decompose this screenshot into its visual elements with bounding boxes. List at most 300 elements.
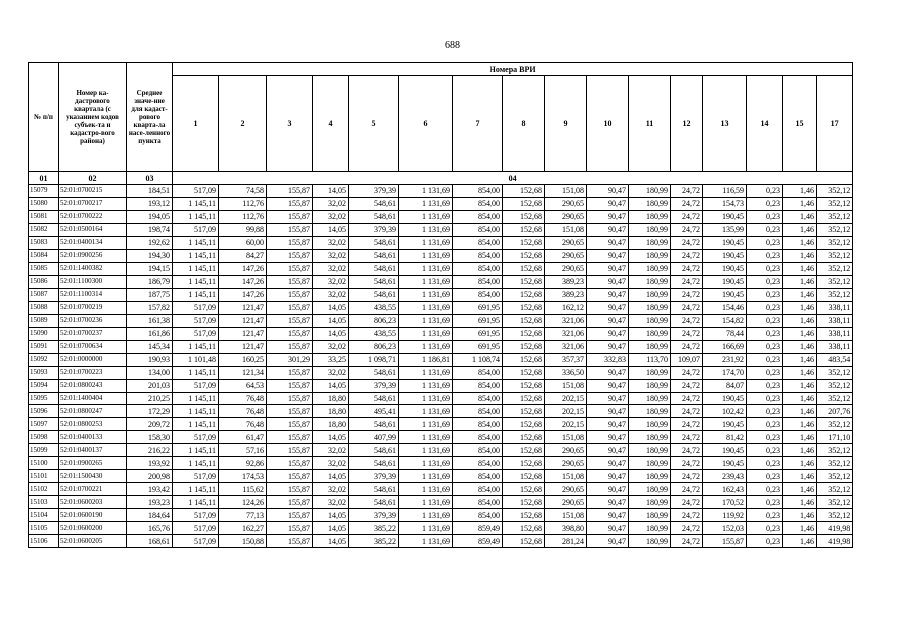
- header-code: 02: [59, 172, 127, 185]
- row-number: 15104: [29, 509, 59, 522]
- value-cell: 64,53: [219, 379, 267, 392]
- row-number: 15093: [29, 366, 59, 379]
- value-cell: 1 145,11: [173, 197, 219, 210]
- value-cell: 854,00: [453, 210, 503, 223]
- value-cell: 24,72: [671, 522, 703, 535]
- value-cell: 0,23: [747, 483, 783, 496]
- value-cell: 1,46: [783, 301, 817, 314]
- value-cell: 379,39: [349, 223, 399, 236]
- value-cell: 379,39: [349, 470, 399, 483]
- cadastral-code: 52:01:0700219: [59, 301, 127, 314]
- value-cell: 152,68: [503, 185, 545, 198]
- value-cell: 155,87: [267, 197, 313, 210]
- header-vri-number: 5: [349, 76, 399, 172]
- value-cell: 352,12: [817, 379, 853, 392]
- value-cell: 398,80: [545, 522, 587, 535]
- table-row: [29, 327, 853, 340]
- value-cell: 155,87: [267, 444, 313, 457]
- table-row: [29, 366, 853, 379]
- value-cell: 338,11: [817, 301, 853, 314]
- row-number: 15092: [29, 353, 59, 366]
- value-cell: 90,47: [587, 340, 629, 353]
- value-cell: 854,00: [453, 496, 503, 509]
- value-cell: 14,05: [313, 301, 349, 314]
- header-vri-number: 15: [783, 76, 817, 172]
- value-cell: 548,61: [349, 262, 399, 275]
- value-cell: 0,23: [747, 392, 783, 405]
- value-cell: 32,02: [313, 197, 349, 210]
- value-cell: 155,87: [267, 496, 313, 509]
- value-cell: 152,68: [503, 509, 545, 522]
- value-cell: 152,68: [503, 249, 545, 262]
- cadastral-code: 52:01:0600205: [59, 535, 127, 548]
- value-cell: 32,02: [313, 483, 349, 496]
- value-cell: 1,46: [783, 444, 817, 457]
- header-vri-number: 2: [219, 76, 267, 172]
- header-vri-group: Номера ВРИ: [173, 63, 853, 76]
- value-cell: 24,72: [671, 288, 703, 301]
- value-cell: 14,05: [313, 509, 349, 522]
- row-number: 15095: [29, 392, 59, 405]
- value-cell: 24,72: [671, 431, 703, 444]
- value-cell: 1 131,69: [399, 392, 453, 405]
- row-number: 15087: [29, 288, 59, 301]
- header-vri-number: 9: [545, 76, 587, 172]
- value-cell: 168,61: [127, 535, 173, 548]
- value-cell: 155,87: [267, 288, 313, 301]
- value-cell: 90,47: [587, 275, 629, 288]
- value-cell: 155,87: [267, 340, 313, 353]
- value-cell: 152,68: [503, 457, 545, 470]
- value-cell: 321,06: [545, 327, 587, 340]
- value-cell: 152,68: [503, 327, 545, 340]
- value-cell: 290,65: [545, 236, 587, 249]
- value-cell: 119,92: [703, 509, 747, 522]
- value-cell: 548,61: [349, 418, 399, 431]
- value-cell: 0,23: [747, 405, 783, 418]
- value-cell: 180,99: [629, 483, 671, 496]
- value-cell: 548,61: [349, 288, 399, 301]
- table-row: [29, 249, 853, 262]
- value-cell: 24,72: [671, 470, 703, 483]
- value-cell: 161,38: [127, 314, 173, 327]
- value-cell: 0,23: [747, 301, 783, 314]
- value-cell: 155,87: [267, 327, 313, 340]
- value-cell: 854,00: [453, 379, 503, 392]
- value-cell: 32,02: [313, 496, 349, 509]
- value-cell: 352,12: [817, 470, 853, 483]
- value-cell: 90,47: [587, 379, 629, 392]
- value-cell: 155,87: [703, 535, 747, 548]
- value-cell: 0,23: [747, 262, 783, 275]
- value-cell: 90,47: [587, 392, 629, 405]
- value-cell: 0,23: [747, 418, 783, 431]
- row-number: 15098: [29, 431, 59, 444]
- value-cell: 1 145,11: [173, 366, 219, 379]
- header-average: Среднее значе-ние для кадаст-рового кварта-ла насе-ленного пункта: [127, 63, 173, 172]
- table-row: [29, 418, 853, 431]
- value-cell: 194,15: [127, 262, 173, 275]
- value-cell: 385,22: [349, 522, 399, 535]
- value-cell: 1,46: [783, 379, 817, 392]
- value-cell: 32,02: [313, 249, 349, 262]
- value-cell: 290,65: [545, 496, 587, 509]
- value-cell: 1 131,69: [399, 314, 453, 327]
- value-cell: 152,68: [503, 314, 545, 327]
- value-cell: 180,99: [629, 210, 671, 223]
- value-cell: 135,99: [703, 223, 747, 236]
- value-cell: 180,99: [629, 522, 671, 535]
- header-code: 04: [173, 172, 853, 185]
- header-cadastral-code: Номер ка-дастрового квартала (с указанием кодов субъек-та и кадастро-вого района): [59, 63, 127, 172]
- value-cell: 859,49: [453, 535, 503, 548]
- value-cell: 24,72: [671, 496, 703, 509]
- value-cell: 24,72: [671, 366, 703, 379]
- value-cell: 495,41: [349, 405, 399, 418]
- value-cell: 180,99: [629, 249, 671, 262]
- value-cell: 854,00: [453, 197, 503, 210]
- cadastral-code: 52:01:0600203: [59, 496, 127, 509]
- value-cell: 155,87: [267, 509, 313, 522]
- cadastral-code: 52:01:0700223: [59, 366, 127, 379]
- value-cell: 174,70: [703, 366, 747, 379]
- header-vri-number: 14: [747, 76, 783, 172]
- value-cell: 155,87: [267, 405, 313, 418]
- value-cell: 854,00: [453, 457, 503, 470]
- value-cell: 357,37: [545, 353, 587, 366]
- value-cell: 1 131,69: [399, 366, 453, 379]
- value-cell: 352,12: [817, 418, 853, 431]
- value-cell: 352,12: [817, 496, 853, 509]
- row-number: 15094: [29, 379, 59, 392]
- value-cell: 1,46: [783, 249, 817, 262]
- value-cell: 854,00: [453, 483, 503, 496]
- header-no: № п/п: [29, 63, 59, 172]
- row-number: 15096: [29, 405, 59, 418]
- value-cell: 152,68: [503, 223, 545, 236]
- value-cell: 155,87: [267, 379, 313, 392]
- table-row: [29, 431, 853, 444]
- value-cell: 190,45: [703, 288, 747, 301]
- value-cell: 90,47: [587, 535, 629, 548]
- value-cell: 90,47: [587, 301, 629, 314]
- value-cell: 1 186,81: [399, 353, 453, 366]
- value-cell: 1 131,69: [399, 197, 453, 210]
- value-cell: 24,72: [671, 483, 703, 496]
- value-cell: 210,25: [127, 392, 173, 405]
- value-cell: 379,39: [349, 185, 399, 198]
- value-cell: 155,87: [267, 431, 313, 444]
- table-row: [29, 236, 853, 249]
- cadastral-code: 52:01:1100314: [59, 288, 127, 301]
- value-cell: 14,05: [313, 470, 349, 483]
- cadastral-code: 52:01:0400133: [59, 431, 127, 444]
- value-cell: 180,99: [629, 431, 671, 444]
- value-cell: 152,68: [503, 379, 545, 392]
- value-cell: 0,23: [747, 185, 783, 198]
- value-cell: 152,68: [503, 535, 545, 548]
- value-cell: 0,23: [747, 314, 783, 327]
- value-cell: 152,68: [503, 483, 545, 496]
- value-cell: 336,50: [545, 366, 587, 379]
- value-cell: 187,75: [127, 288, 173, 301]
- value-cell: 190,45: [703, 444, 747, 457]
- value-cell: 281,24: [545, 535, 587, 548]
- header-vri-number: 7: [453, 76, 503, 172]
- value-cell: 1 108,74: [453, 353, 503, 366]
- value-cell: 152,68: [503, 275, 545, 288]
- cadastral-code: 52:01:1400404: [59, 392, 127, 405]
- value-cell: 154,73: [703, 197, 747, 210]
- cadastral-code: 52:01:0800243: [59, 379, 127, 392]
- value-cell: 32,02: [313, 210, 349, 223]
- value-cell: 90,47: [587, 522, 629, 535]
- value-cell: 162,12: [545, 301, 587, 314]
- value-cell: 190,93: [127, 353, 173, 366]
- value-cell: 854,00: [453, 418, 503, 431]
- value-cell: 1 145,11: [173, 496, 219, 509]
- row-number: 15089: [29, 314, 59, 327]
- row-number: 15100: [29, 457, 59, 470]
- value-cell: 1 131,69: [399, 496, 453, 509]
- header-code: 03: [127, 172, 173, 185]
- value-cell: 854,00: [453, 431, 503, 444]
- value-cell: 180,99: [629, 275, 671, 288]
- value-cell: 854,00: [453, 392, 503, 405]
- value-cell: 190,45: [703, 210, 747, 223]
- value-cell: 24,72: [671, 314, 703, 327]
- value-cell: 338,11: [817, 340, 853, 353]
- value-cell: 152,68: [503, 392, 545, 405]
- value-cell: 1,46: [783, 496, 817, 509]
- value-cell: 186,79: [127, 275, 173, 288]
- value-cell: 1,46: [783, 288, 817, 301]
- value-cell: 90,47: [587, 197, 629, 210]
- value-cell: 121,34: [219, 366, 267, 379]
- value-cell: 517,09: [173, 535, 219, 548]
- cadastral-code: 52:01:0900265: [59, 457, 127, 470]
- table-row: [29, 509, 853, 522]
- value-cell: 18,80: [313, 418, 349, 431]
- value-cell: 151,08: [545, 431, 587, 444]
- value-cell: 1 145,11: [173, 483, 219, 496]
- value-cell: 24,72: [671, 327, 703, 340]
- value-cell: 90,47: [587, 236, 629, 249]
- cadastral-code: 52:01:1400382: [59, 262, 127, 275]
- value-cell: 154,46: [703, 301, 747, 314]
- value-cell: 438,55: [349, 301, 399, 314]
- value-cell: 24,72: [671, 340, 703, 353]
- table-row: [29, 379, 853, 392]
- value-cell: 691,95: [453, 301, 503, 314]
- value-cell: 1,46: [783, 275, 817, 288]
- value-cell: 548,61: [349, 275, 399, 288]
- value-cell: 1 131,69: [399, 236, 453, 249]
- value-cell: 152,03: [703, 522, 747, 535]
- value-cell: 1 098,71: [349, 353, 399, 366]
- value-cell: 0,23: [747, 249, 783, 262]
- value-cell: 180,99: [629, 262, 671, 275]
- cadastral-code: 52:01:1500430: [59, 470, 127, 483]
- value-cell: 207,76: [817, 405, 853, 418]
- value-cell: 24,72: [671, 509, 703, 522]
- header-vri-number: 10: [587, 76, 629, 172]
- table-row: [29, 457, 853, 470]
- row-number: 15099: [29, 444, 59, 457]
- value-cell: 190,45: [703, 249, 747, 262]
- value-cell: 231,92: [703, 353, 747, 366]
- value-cell: 32,02: [313, 457, 349, 470]
- value-cell: 1 131,69: [399, 444, 453, 457]
- value-cell: 152,68: [503, 301, 545, 314]
- value-cell: 352,12: [817, 249, 853, 262]
- value-cell: 32,02: [313, 275, 349, 288]
- value-cell: 1 101,48: [173, 353, 219, 366]
- table-body: [29, 185, 853, 548]
- value-cell: 18,80: [313, 392, 349, 405]
- value-cell: 1,46: [783, 457, 817, 470]
- value-cell: 151,08: [545, 509, 587, 522]
- value-cell: 24,72: [671, 236, 703, 249]
- table-row: [29, 353, 853, 366]
- value-cell: 180,99: [629, 457, 671, 470]
- row-number: 15106: [29, 535, 59, 548]
- value-cell: 155,87: [267, 470, 313, 483]
- value-cell: 1 131,69: [399, 185, 453, 198]
- value-cell: 1 131,69: [399, 483, 453, 496]
- value-cell: 352,12: [817, 197, 853, 210]
- value-cell: 1,46: [783, 522, 817, 535]
- value-cell: 152,68: [503, 522, 545, 535]
- value-cell: 517,09: [173, 327, 219, 340]
- table-row: [29, 470, 853, 483]
- value-cell: 90,47: [587, 496, 629, 509]
- value-cell: 162,43: [703, 483, 747, 496]
- value-cell: 14,05: [313, 223, 349, 236]
- header-vri-number: 12: [671, 76, 703, 172]
- value-cell: 1 145,11: [173, 249, 219, 262]
- value-cell: 155,87: [267, 392, 313, 405]
- value-cell: 854,00: [453, 185, 503, 198]
- value-cell: 202,15: [545, 405, 587, 418]
- value-cell: 1 131,69: [399, 249, 453, 262]
- value-cell: 352,12: [817, 275, 853, 288]
- value-cell: 1,46: [783, 483, 817, 496]
- row-number: 15082: [29, 223, 59, 236]
- header-vri-number: 6: [399, 76, 453, 172]
- value-cell: 290,65: [545, 210, 587, 223]
- table-row: [29, 340, 853, 353]
- value-cell: 517,09: [173, 431, 219, 444]
- cadastral-code: 52:01:0700221: [59, 483, 127, 496]
- value-cell: 160,25: [219, 353, 267, 366]
- value-cell: 166,69: [703, 340, 747, 353]
- value-cell: 152,68: [503, 340, 545, 353]
- header-code: 01: [29, 172, 59, 185]
- cadastral-code: 52:01:0700215: [59, 185, 127, 198]
- value-cell: 109,07: [671, 353, 703, 366]
- value-cell: 180,99: [629, 496, 671, 509]
- value-cell: 155,87: [267, 236, 313, 249]
- value-cell: 548,61: [349, 444, 399, 457]
- value-cell: 691,95: [453, 340, 503, 353]
- value-cell: 290,65: [545, 444, 587, 457]
- table-row: [29, 483, 853, 496]
- value-cell: 1,46: [783, 392, 817, 405]
- value-cell: 24,72: [671, 392, 703, 405]
- value-cell: 854,00: [453, 470, 503, 483]
- value-cell: 152,68: [503, 405, 545, 418]
- value-cell: 152,68: [503, 197, 545, 210]
- value-cell: 155,87: [267, 366, 313, 379]
- value-cell: 517,09: [173, 379, 219, 392]
- value-cell: 155,87: [267, 535, 313, 548]
- value-cell: 162,27: [219, 522, 267, 535]
- value-cell: 517,09: [173, 470, 219, 483]
- table-row: [29, 444, 853, 457]
- row-number: 15105: [29, 522, 59, 535]
- table-row: [29, 262, 853, 275]
- value-cell: 14,05: [313, 431, 349, 444]
- value-cell: 99,88: [219, 223, 267, 236]
- value-cell: 24,72: [671, 210, 703, 223]
- value-cell: 24,72: [671, 301, 703, 314]
- value-cell: 76,48: [219, 418, 267, 431]
- value-cell: 1,46: [783, 509, 817, 522]
- value-cell: 171,10: [817, 431, 853, 444]
- value-cell: 1,46: [783, 535, 817, 548]
- value-cell: 1,46: [783, 470, 817, 483]
- value-cell: 193,92: [127, 457, 173, 470]
- value-cell: 155,87: [267, 275, 313, 288]
- value-cell: 152,68: [503, 470, 545, 483]
- value-cell: 389,23: [545, 275, 587, 288]
- header-code-row: [29, 172, 853, 185]
- value-cell: 60,00: [219, 236, 267, 249]
- value-cell: 152,68: [503, 431, 545, 444]
- value-cell: 548,61: [349, 496, 399, 509]
- value-cell: 216,22: [127, 444, 173, 457]
- value-cell: 1,46: [783, 327, 817, 340]
- table-row: [29, 314, 853, 327]
- value-cell: 90,47: [587, 483, 629, 496]
- value-cell: 24,72: [671, 379, 703, 392]
- value-cell: 200,98: [127, 470, 173, 483]
- row-number: 15103: [29, 496, 59, 509]
- value-cell: 90,47: [587, 314, 629, 327]
- value-cell: 201,03: [127, 379, 173, 392]
- value-cell: 1 131,69: [399, 327, 453, 340]
- value-cell: 0,23: [747, 288, 783, 301]
- value-cell: 352,12: [817, 366, 853, 379]
- value-cell: 0,23: [747, 522, 783, 535]
- value-cell: 61,47: [219, 431, 267, 444]
- value-cell: 90,47: [587, 185, 629, 198]
- value-cell: 32,02: [313, 444, 349, 457]
- value-cell: 152,68: [503, 210, 545, 223]
- value-cell: 33,25: [313, 353, 349, 366]
- value-cell: 854,00: [453, 236, 503, 249]
- value-cell: 290,65: [545, 457, 587, 470]
- value-cell: 0,23: [747, 353, 783, 366]
- value-cell: 352,12: [817, 185, 853, 198]
- value-cell: 0,23: [747, 457, 783, 470]
- value-cell: 190,45: [703, 457, 747, 470]
- value-cell: 90,47: [587, 444, 629, 457]
- value-cell: 1 145,11: [173, 405, 219, 418]
- value-cell: 121,47: [219, 327, 267, 340]
- value-cell: 152,68: [503, 236, 545, 249]
